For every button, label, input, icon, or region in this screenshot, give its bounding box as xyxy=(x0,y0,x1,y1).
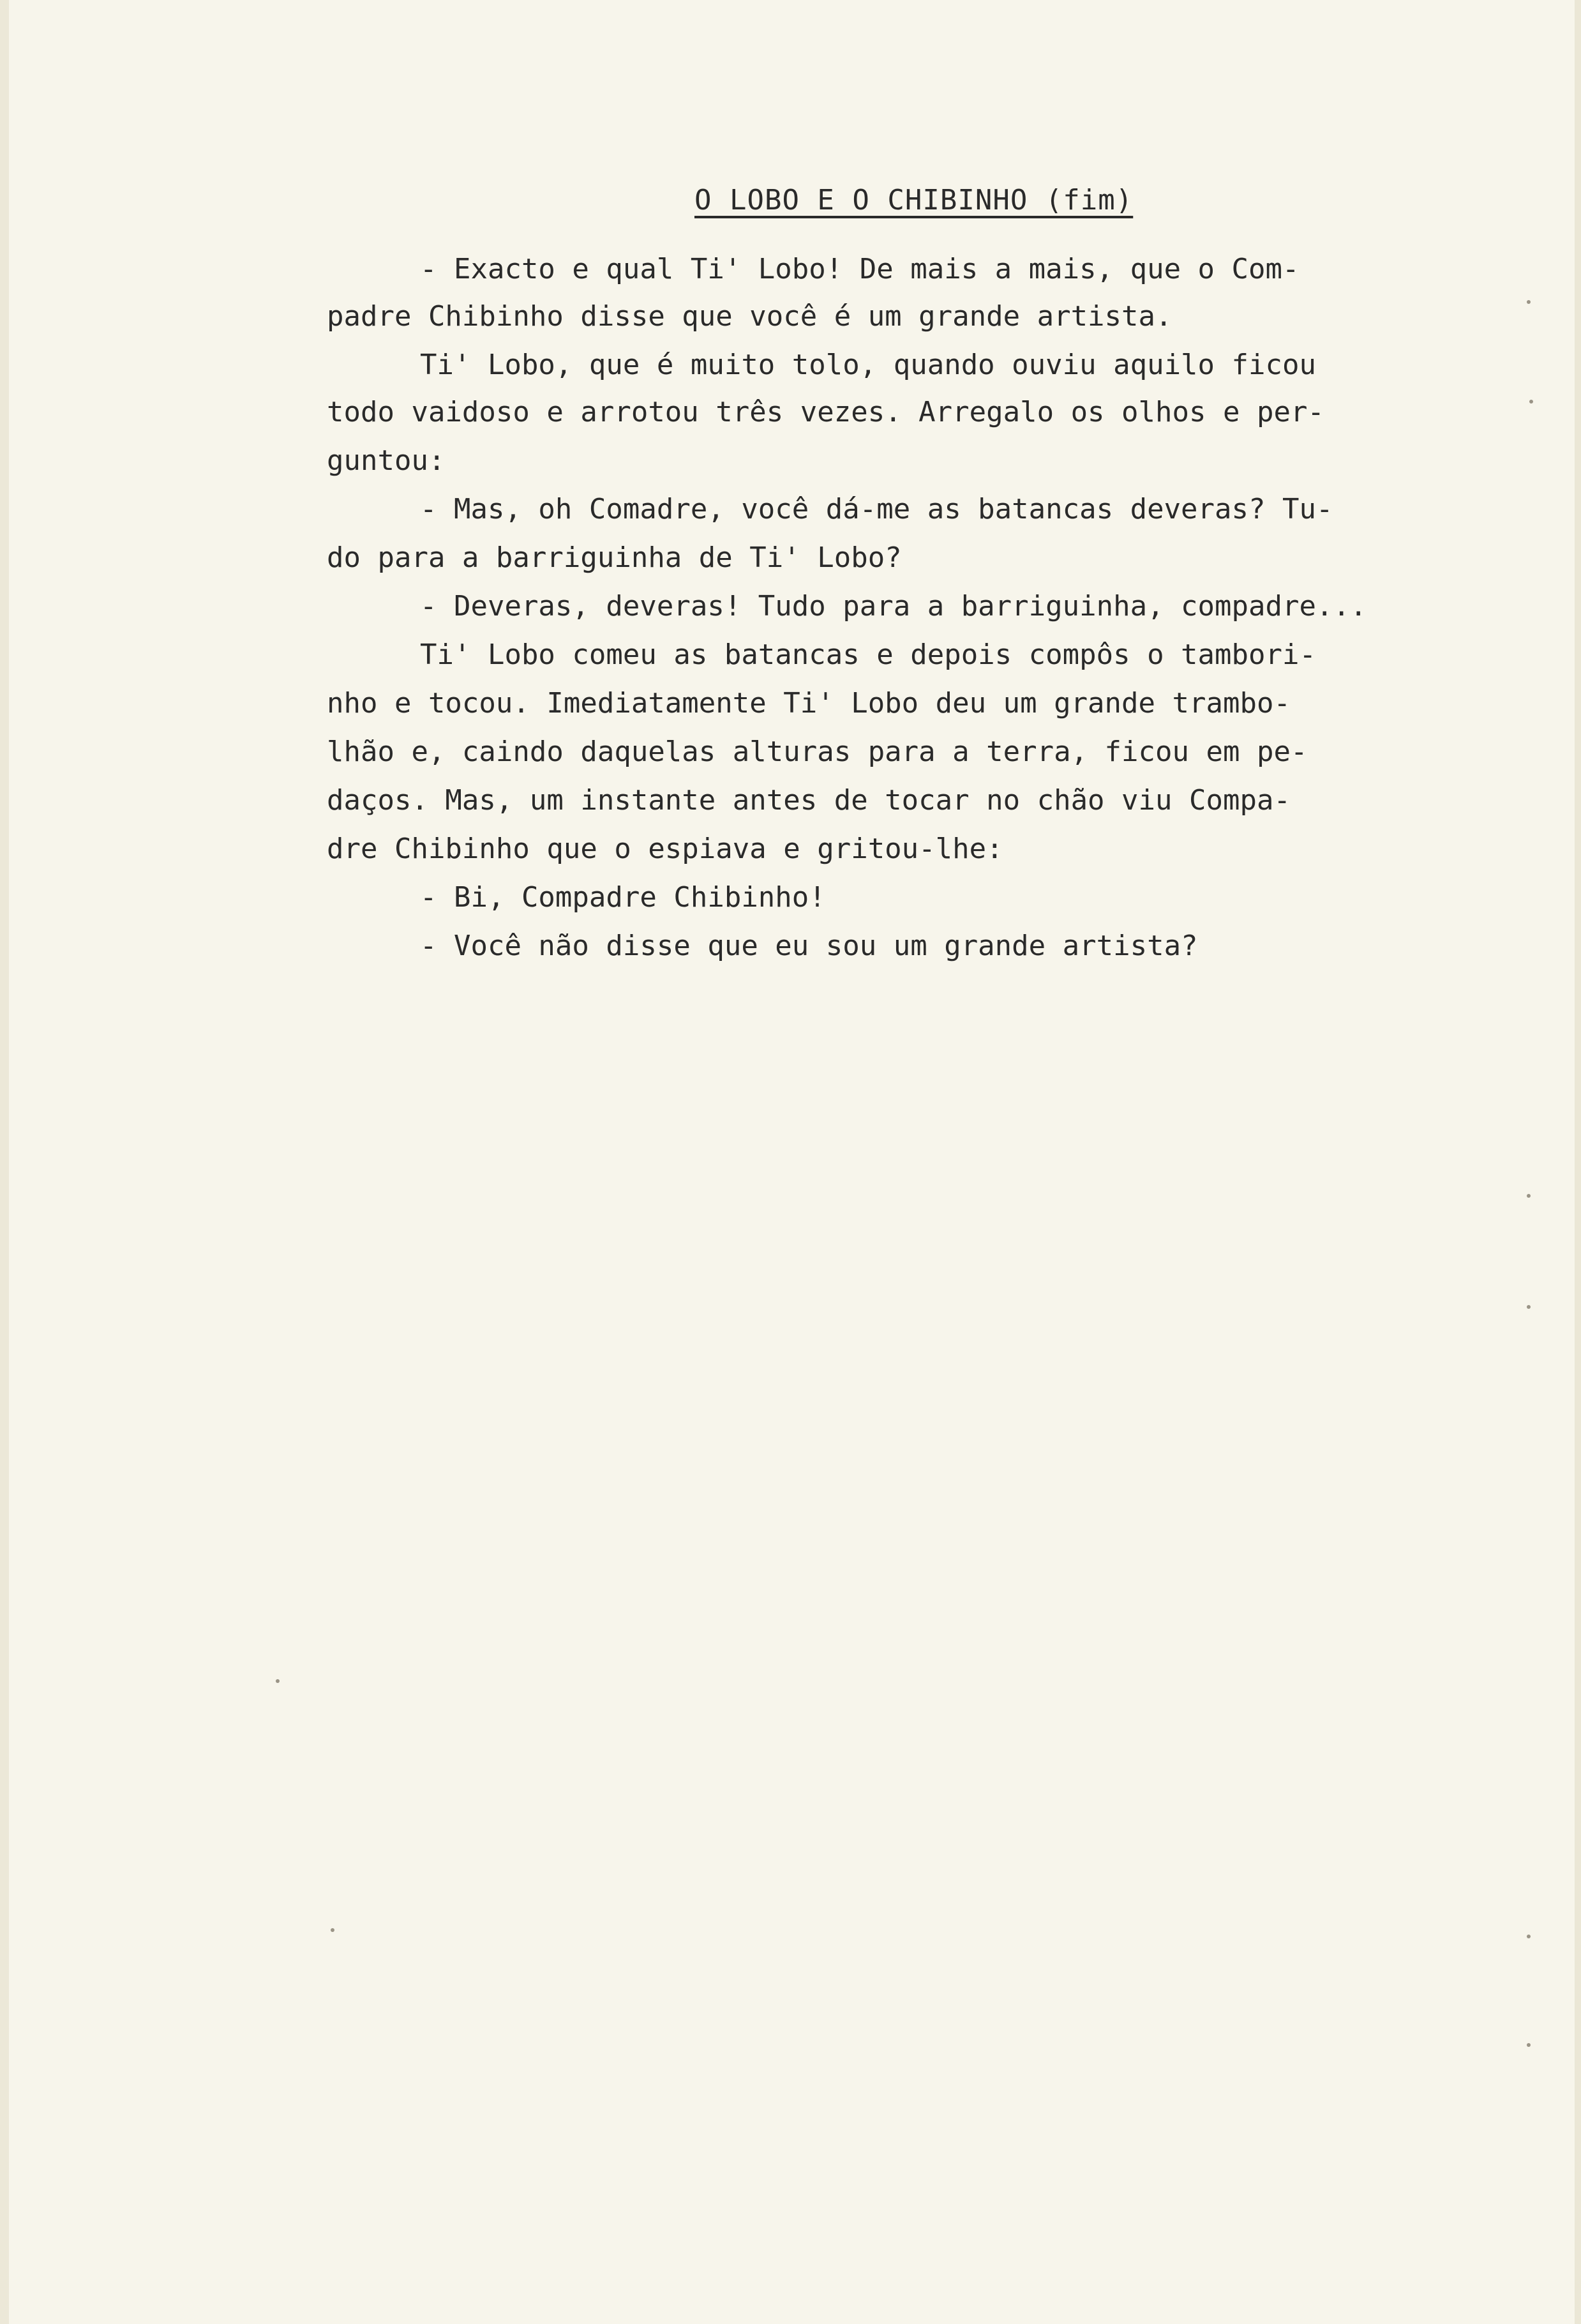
text-line: dre Chibinho que o espiava e gritou-lhe: xyxy=(327,833,1003,865)
text-line: padre Chibinho disse que você é um grande artista. xyxy=(327,300,1173,333)
text-line: daços. Mas, um instante antes de tocar no chão viu Compa- xyxy=(327,784,1291,817)
speck xyxy=(1527,300,1531,304)
text-line: Ti' Lobo comeu as batancas e depois compôs o tambori- xyxy=(420,638,1316,671)
text-line: - Exacto e qual Ti' Lobo! De mais a mais, que o Com- xyxy=(420,253,1300,285)
text-line: do para a barriguinha de Ti' Lobo? xyxy=(327,541,902,574)
speck xyxy=(331,1928,334,1932)
text-line: - Você não disse que eu sou um grande artista? xyxy=(420,930,1198,962)
text-line: Ti' Lobo, que é muito tolo, quando ouviu aquilo ficou xyxy=(420,349,1316,381)
speck xyxy=(1527,1194,1531,1198)
text-line: nho e tocou. Imediatamente Ti' Lobo deu um grande trambo- xyxy=(327,687,1291,720)
text-line: lhão e, caindo daquelas alturas para a terra, ficou em pe- xyxy=(327,736,1308,768)
page-edge-right xyxy=(1575,0,1581,2324)
text-line: todo vaidoso e arrotou três vezes. Arregalo os olhos e per- xyxy=(327,396,1324,428)
text-line: - Deveras, deveras! Tudo para a barriguinha, compadre... xyxy=(420,590,1367,622)
text-line: guntou: xyxy=(327,444,446,477)
page-edge-left xyxy=(0,0,9,2324)
speck xyxy=(1529,400,1533,404)
speck xyxy=(1527,1935,1531,1938)
text-line: - Bi, Compadre Chibinho! xyxy=(420,881,826,914)
text-line: - Mas, oh Comadre, você dá-me as batancas deveras? Tu- xyxy=(420,493,1333,525)
speck xyxy=(1527,1305,1531,1309)
speck xyxy=(276,1679,280,1683)
speck xyxy=(1527,2043,1531,2047)
document-title: O LOBO E O CHIBINHO (fim) xyxy=(694,184,1134,216)
